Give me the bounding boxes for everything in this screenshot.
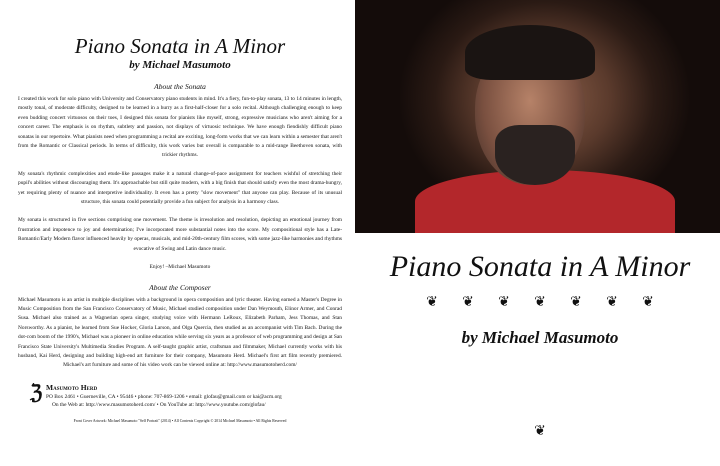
paragraph: Michael Masumoto is an artist in multiple disciplines with a background in opera composition and lyric theater. Having earned a Master's Degree in Music Composition from the San Francisco Conservatory of Music, Michael studied composition under Dan Weymouth, Elinor Armer, and Conrad Susa. Michael also trained as a Wagnerian opera singer, studying voice with Hermann LeRoux, Elizabeth Parham, Jess Thomas, and Stan Norsworthy. As a pianist, he learned from Sue Hocker, Gloria Larson, and Olga Quercia, then studied as an accompanist with Tim Bach. During the dot-com boom of the 1990's, Michael was a pioneer in online education while serving six years as a professor of web programming and design at San Francisco State University's Multimedia Studies Program. A self-taught graphic artist, craftsman and filmmaker, Michael currently works with his husband, Kai Herd, designing and building high-end art furniture for their company, Masumoto Herd. Michael's first art film recently premiered. Michael's art furniture and some of his video work can be viewed online at: http://www.masumotoherd.com/ [18,296,342,369]
signature: Enjoy! –Michael Masumoto [149,264,211,271]
web-line: On the Web at: http://www.masumotoherd.com/ • On YouTube at: http://www.youtube.com/glofau/ [52,402,266,409]
cover-byline: by Michael Masumoto [461,328,619,347]
bottom-ornament-icon: ❦ [534,424,546,439]
ornament-icon: ❦ [498,295,510,310]
address-line: PO Box 2461 • Guerneville, CA • 95446 • phone: 707-869-1206 • email: glofau@gmail.com or kai@acm.org [46,393,282,400]
composer-text [18,296,342,371]
company-name: Masumoto Herd [46,382,98,392]
paragraph: My sonata is structured in five sections comprising one movement. The theme is irresolution and resolution, depicting an emotional journey from frustration and impotence to joy and determination; I've incorporated more substantial notes into the score. My compositional style has a Late-Romantic/Early Modern flavor influenced heavily by operas, musicals, and mid-20th-century film scores, with some jazz-like harmonies and rhythms evocative of Swing and Latin dance music. [18,217,342,252]
ornament-icon: ❦ [642,295,654,310]
ornament-icon: ❦ [570,295,582,310]
ornament-icon: ❦ [462,295,474,310]
front-cover [360,0,720,466]
cover-title: Piano Sonata in A Minor [389,250,691,283]
sonata-text [18,95,342,273]
contact-block [18,383,342,410]
ornament-icon: ❦ [426,295,438,310]
self-portrait-photo [355,0,720,233]
paragraph: I created this work for solo piano with University and Conservatory piano students in mind. It's a fiery, fun-to-play sonata, 13 to 14 minutes in length, mostly tonal, of moderate difficulty, designed to be learned in a hurry as a first-half-closer for a solo recital. Although challenging enough to keep even budding concert virtuosos on their toes, I designed this sonata for pianists like myself, strong, expressive musicians who aren't aiming for a concert career. The emphasis is on rhythm, subtlety and passion, not displays of virtuosic technique. We have enough fiendishly difficult piano sonatas in our repertoire. What pianists need when programming a recital are exciting, long-form works that we can learn within a semester that aren't from the Romantic or Classical periods. In terms of difficulty, this work varies but overall is comparable to a mid-range Beethoven sonata, with trickier rhythms. [18,96,342,159]
back-byline: by Michael Masumoto [129,59,231,71]
back-title: Piano Sonata in A Minor [74,34,286,58]
masumoto-herd-logo-icon: ℨ [30,381,43,404]
paragraph: My sonata's rhythmic complexities and etude-like passages make it a natural change-of-pace assignment for teachers wishful of stretching their pupil's abilities without discouraging them. It's approachable but still quite modern, with a big finish that should satisfy even the most drama-hungry, yet requiring plenty of nuance and interpretive individuality. It even has a pretty "slow movement" that anyone can play. Because of its unusual structure, this sonata could potentially provide a fun subject for analysis in a harmony class. [18,170,342,206]
about-composer-heading: About the Composer [149,282,211,292]
ornament-icon: ❦ [606,295,618,310]
ornament-row [360,293,720,312]
credits: Front Cover Artwork: Michael Masumoto "Self Portrait" (2014) • All Contents Copyright © 2014 Michael Masumoto • All Rights Reserved [73,418,287,423]
ornament-icon: ❦ [534,295,546,310]
about-sonata-heading: About the Sonata [154,82,206,91]
